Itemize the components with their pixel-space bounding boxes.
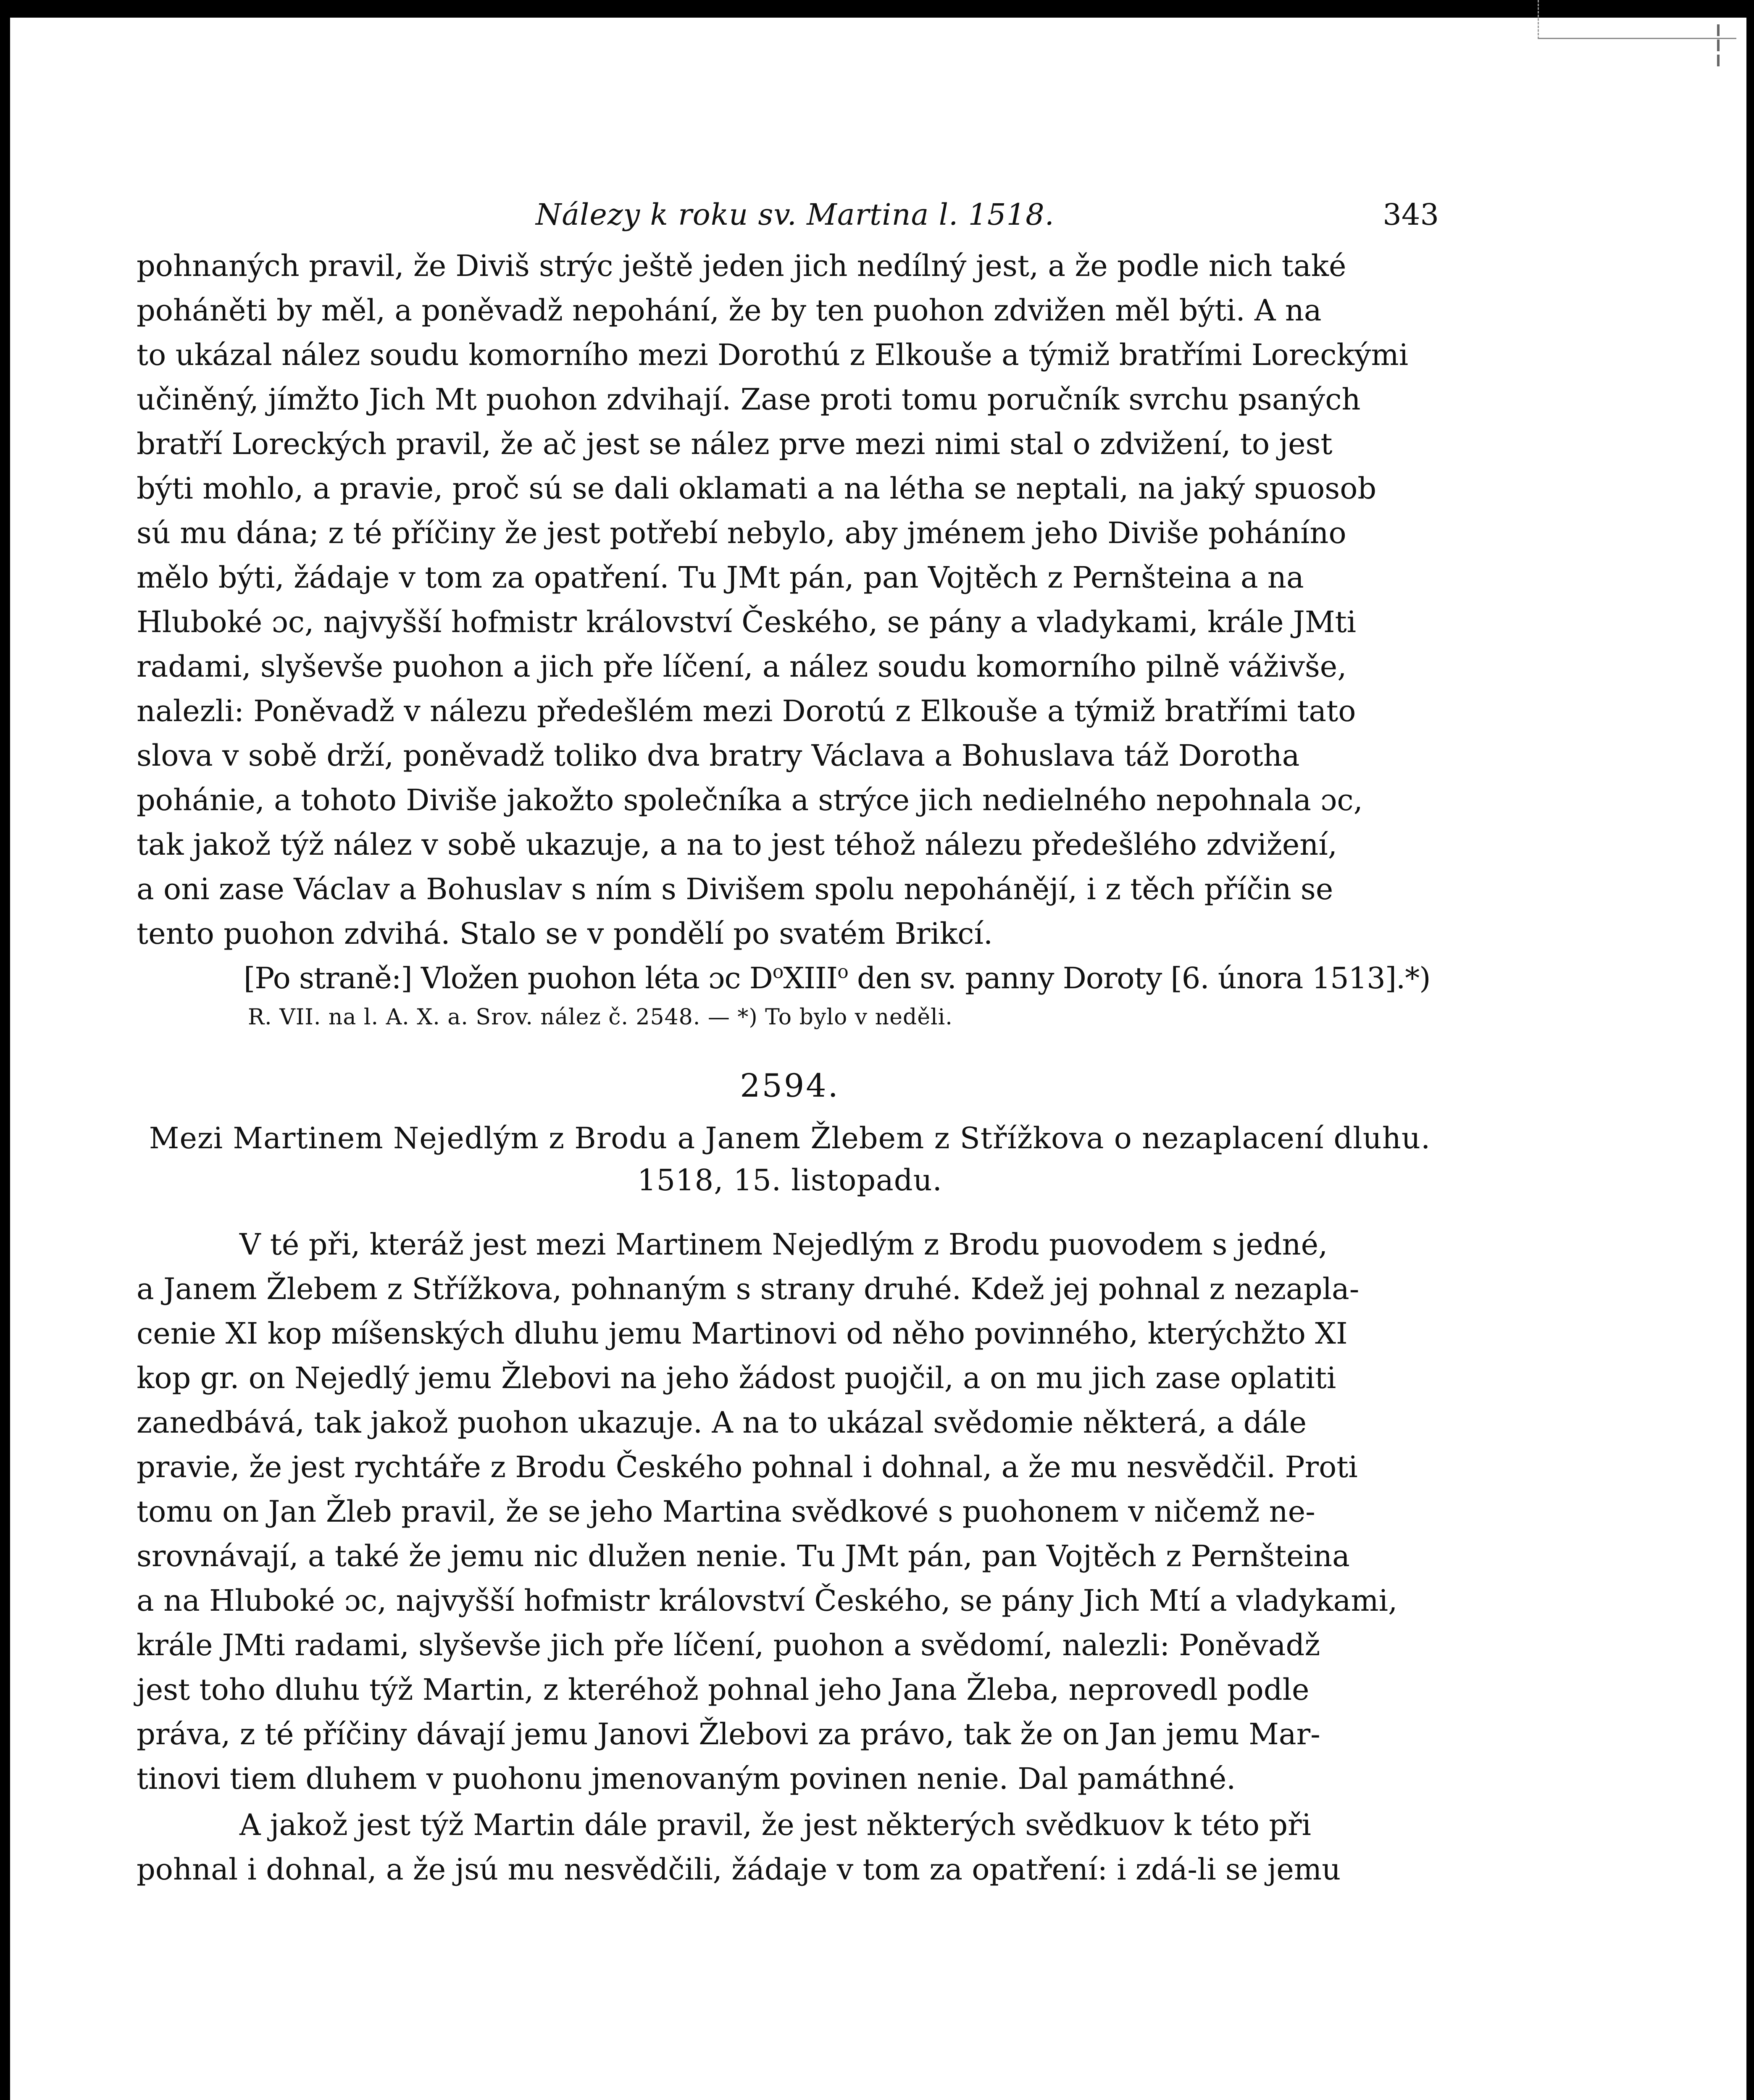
entry-title: [137, 1117, 1443, 1201]
continued-entry-text: [137, 244, 1443, 956]
text-line: a oni zase Václav a Bohuslav s ním s Divišem spolu nepohánějí, i z těch příčin se: [137, 872, 1333, 906]
text-line: mělo býti, žádaje v tom za opatření. Tu JMt pán, pan Vojtěch z Pernšteina a na: [137, 560, 1304, 595]
text-line: tomu on Jan Žleb pravil, že se jeho Martina svědkové s puohonem v ničemž ne-: [137, 1494, 1315, 1529]
text-line: kop gr. on Nejedlý jemu Žlebovi na jeho žádost puojčil, a on mu jich zase oplatiti: [137, 1361, 1336, 1395]
marginal-note-before: [Po straně:] Vložen puohon léta ɔc D: [244, 961, 773, 995]
page-number: 343: [1383, 197, 1439, 232]
source-reference-note: R. VII. na l. A. X. a. Srov. nález č. 2548. — *) To bylo v neděli.: [248, 1005, 953, 1030]
text-line: pohánie, a tohoto Diviše jakožto společníka a strýce jich nedielného nepohnala ɔc,: [137, 783, 1363, 817]
page-header: [137, 197, 1443, 244]
text-line: a na Hluboké ɔc, najvyšší hofmistr království Českého, se pány Jich Mtí a vladykami,: [137, 1583, 1398, 1618]
text-line: Hluboké ɔc, najvyšší hofmistr království Českého, se pány a vladykami, krále JMti: [137, 605, 1357, 639]
text-line: práva, z té příčiny dávají jemu Janovi Žlebovi za právo, tak že on Jan jemu Mar-: [137, 1717, 1320, 1751]
entry-title-line: Mezi Martinem Nejedlým z Brodu a Janem Žlebem z Střížkova o nezaplacení dluhu.: [149, 1121, 1431, 1155]
entry-number: 2594.: [740, 1067, 840, 1104]
text-line: pohnaných pravil, že Diviš strýc ještě jeden jich nedílný jest, a že podle nich také: [137, 249, 1346, 283]
text-line: srovnávají, a také že jemu nic dlužen nenie. Tu JMt pán, pan Vojtěch z Pernšteina: [137, 1539, 1350, 1573]
scan-border-right: [1746, 0, 1754, 2100]
text-line: sú mu dána; z té příčiny že jest potřebí nebylo, aby jménem jeho Diviše poháníno: [137, 516, 1346, 550]
entry-date-line: 1518, 15. listopadu.: [637, 1163, 942, 1197]
text-line: pravie, že jest rychtáře z Brodu Českého pohnal i dohnal, a že mu nesvědčil. Proti: [137, 1450, 1358, 1484]
scan-margin-marks: [1710, 21, 1727, 76]
text-line: bratří Loreckých pravil, že ač jest se nález prve mezi nimi stal o zdvižení, to jest: [137, 427, 1333, 461]
text-line: krále JMti radami, slyševše jich pře líčení, puohon a svědomí, nalezli: Poněvadž: [137, 1628, 1320, 1662]
book-page: [137, 197, 1443, 1892]
marginal-note-mid: XIII: [783, 961, 838, 995]
text-line: tento puohon zdvihá. Stalo se v pondělí po svatém Brikcí.: [137, 916, 993, 951]
text-line: býti mohlo, a pravie, proč sú se dali oklamati a na létha se neptali, na jaký spuosob: [137, 471, 1377, 506]
text-line: poháněti by měl, a poněvadž nepohání, že by ten puohon zdvižen měl býti. A na: [137, 293, 1322, 328]
scan-page-edge: [1538, 0, 1736, 39]
text-line: zanedbává, tak jakož puohon ukazuje. A na to ukázal svědomie některá, a dále: [137, 1405, 1307, 1440]
scan-border-top: [0, 0, 1754, 18]
text-line: to ukázal nález soudu komorního mezi Dorothú z Elkouše a týmiž bratřími Loreckými: [137, 338, 1409, 372]
text-line: slova v sobě drží, poněvadž toliko dva bratry Václava a Bohuslava táž Dorotha: [137, 738, 1300, 773]
text-line: A jakož jest týž Martin dále pravil, že jest některých svědkuov k této při: [239, 1808, 1311, 1842]
marginal-note: [244, 956, 1443, 1000]
marginal-note-sup-2: o: [837, 961, 848, 983]
text-line: nalezli: Poněvadž v nálezu předešlém mezi Dorotú z Elkouše a týmiž bratřími tato: [137, 694, 1356, 728]
entry-paragraph-2: [137, 1803, 1443, 1892]
marginal-note-sup-1: o: [772, 961, 784, 983]
text-line: tinovi tiem dluhem v puohonu jmenovaným povinen nenie. Dal památhné.: [137, 1761, 1236, 1796]
text-line: a Janem Žlebem z Střížkova, pohnaným s strany druhé. Kdež jej pohnal z nezapla-: [137, 1272, 1360, 1306]
text-line: tak jakož týž nález v sobě ukazuje, a na to jest téhož nálezu předešlého zdvižení,: [137, 827, 1337, 862]
marginal-note-after: den sv. panny Doroty [6. února 1513].*): [848, 961, 1431, 995]
scan-border-left: [0, 0, 10, 2100]
text-line: V té při, kteráž jest mezi Martinem Nejedlým z Brodu puovodem s jedné,: [239, 1227, 1328, 1262]
text-line: jest toho dluhu týž Martin, z kteréhož pohnal jeho Jana Žleba, neprovedl podle: [137, 1672, 1310, 1707]
text-line: radami, slyševše puohon a jich pře líčení, a nález soudu komorního pilně váživše,: [137, 649, 1347, 684]
running-title: Nálezy k roku sv. Martina l. 1518.: [536, 197, 1055, 232]
entry-paragraph-1: [137, 1222, 1443, 1801]
text-line: učiněný, jímžto Jich Mt puohon zdvihají. Zase proti tomu poručník svrchu psaných: [137, 382, 1361, 417]
text-line: pohnal i dohnal, a že jsú mu nesvědčili, žádaje v tom za opatření: i zdá-li se jemu: [137, 1852, 1341, 1887]
text-line: cenie XI kop míšenských dluhu jemu Martinovi od něho povinného, kterýchžto XI: [137, 1316, 1348, 1351]
